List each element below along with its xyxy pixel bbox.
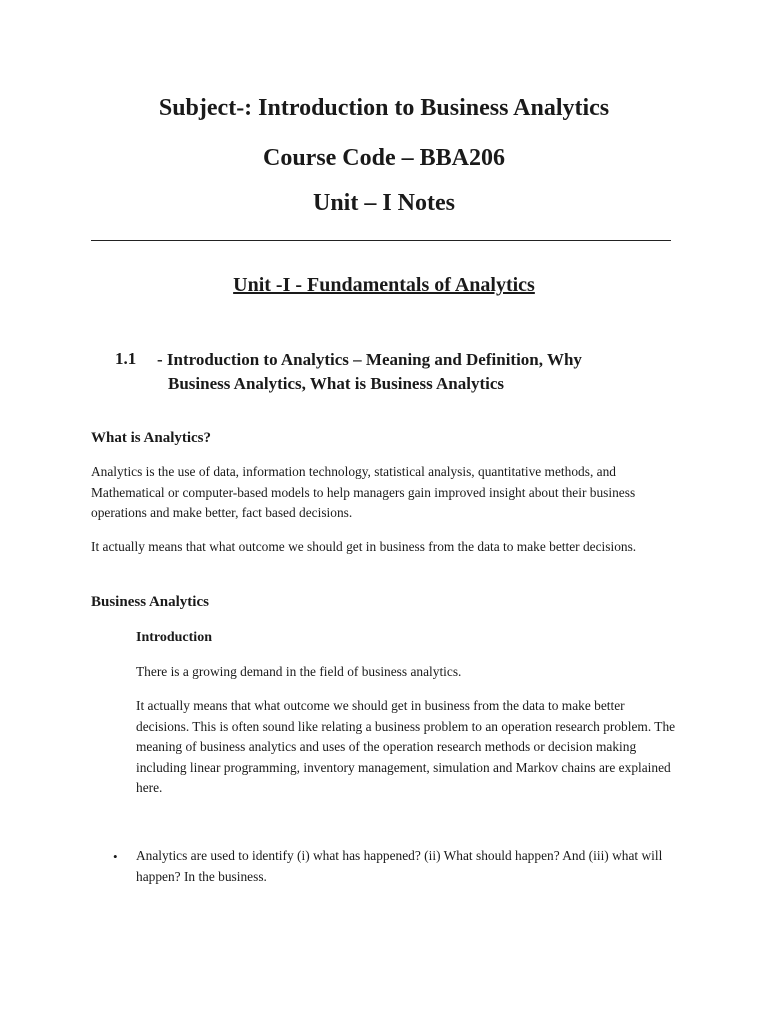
horizontal-rule (91, 240, 671, 241)
bullet-marker: • (113, 849, 118, 864)
what-is-analytics-para2: It actually means that what outcome we should get in business from the data to make better decisions. (91, 539, 637, 554)
section-title (157, 348, 677, 396)
course-code-title: Course Code – BBA206 (262, 145, 505, 171)
what-is-analytics-heading: What is Analytics? (91, 430, 212, 446)
bullet-item-text: Analytics are used to identify (i) what has happened? (ii) What should happen? And (iii) what will happen? In the business. (136, 848, 663, 884)
what-is-analytics-para1: Analytics is the use of data, information technology, statistical analysis, quantitative methods, and Mathematical or computer-based models to help managers gain improved insight about their business operations and make better, fact based decisions. (91, 464, 636, 520)
business-analytics-para1: There is a growing demand in the field of business analytics. (136, 664, 462, 679)
section-title-line1: - Introduction to Analytics – Meaning and Definition, Why (157, 350, 582, 369)
subject-title: Subject-: Introduction to Business Analytics (158, 95, 610, 121)
section-title-line2: Business Analytics, What is Business Analytics (168, 374, 504, 393)
business-analytics-para2: It actually means that what outcome we should get in business from the data to make better decisions. This is often sound like relating a business problem to an operation research problem. The meaning of business analytics and uses of the operation research methods or decision making including linear programming, inventory management, simulation and Markov chains are explained here. (136, 698, 676, 795)
section-number: 1.1 (115, 349, 137, 368)
unit-notes-title: Unit – I Notes (313, 190, 455, 216)
business-analytics-heading: Business Analytics (91, 594, 209, 610)
unit-heading: Unit -I - Fundamentals of Analytics (233, 274, 535, 296)
introduction-subheading: Introduction (136, 630, 212, 645)
